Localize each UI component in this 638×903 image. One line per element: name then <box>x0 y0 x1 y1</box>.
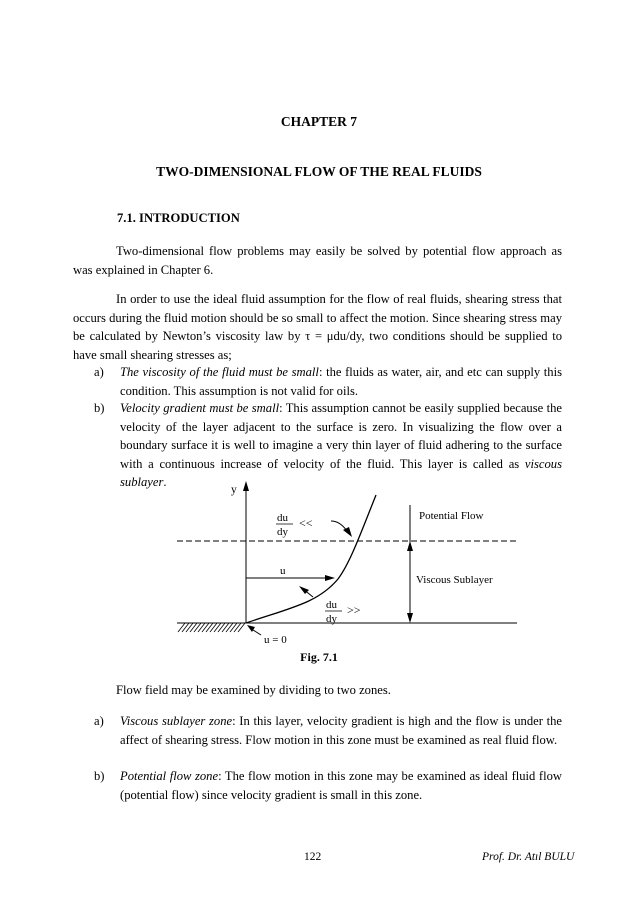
grad-top-pointer-head <box>343 527 352 537</box>
list-item <box>94 712 562 749</box>
grad-top-numerator: du <box>277 512 288 524</box>
grad-bottom-symbol: >> <box>347 603 361 617</box>
list-label: a) <box>94 365 104 379</box>
y-axis-arrow <box>243 481 249 491</box>
boundary-hatching <box>178 623 245 632</box>
list-lead: Potential flow zone <box>120 769 219 783</box>
list-item <box>94 767 562 804</box>
paragraph-intro-text: Two-dimensional flow problems may easily be solved by potential flow approach as was explained in Chapter 6. <box>73 244 562 277</box>
list-text: : the fluids as water, air, and etc can supply this condition. This assumption is not valid for oils. <box>120 365 562 398</box>
list-label: b) <box>94 769 105 783</box>
y-axis-label: y <box>231 484 237 496</box>
list-text: : This assumption cannot be easily supplied because the velocity of the layer adjacent to the surface is zero. In visualizing the flow over a boundary surface it is well to imagine a very thin layer of fluid adhering to the surface with a continuous increase of velocity of the fluid. This layer is called as <box>120 401 562 471</box>
sublayer-extent-arrow-bottom <box>407 613 413 623</box>
list-item <box>94 363 562 400</box>
grad-top-symbol: << <box>299 516 313 530</box>
velocity-profile-figure <box>0 475 638 650</box>
list-label: a) <box>94 714 104 728</box>
grad-bottom-numerator: du <box>326 599 337 611</box>
sublayer-extent-arrow-top <box>407 541 413 551</box>
list-text: : The flow motion in this zone may be examined as ideal fluid flow (potential flow) since velocity gradient is small in this zone. <box>120 769 562 802</box>
paragraph-shear <box>73 290 562 364</box>
velocity-arrowhead <box>325 575 335 581</box>
paragraph-intro <box>73 242 562 279</box>
list-end: . <box>163 475 167 489</box>
list-lead: Velocity gradient must be small <box>120 401 280 415</box>
list-lead: Viscous sublayer zone <box>120 714 233 728</box>
paragraph-shear-text: In order to use the ideal fluid assumption for the flow of real fluids, shearing stress that occurs during the fluid motion should be so small to affect the motion. Since shearing stress may be calculated by Newton’s viscosity law by τ = μdu/dy, two conditions should be supplied to have small shearing stresses as; <box>73 292 562 362</box>
velocity-label: u <box>280 565 286 577</box>
viscous-sublayer-label: Viscous Sublayer <box>416 574 493 586</box>
list-lead: The viscosity of the fluid must be small <box>120 365 319 379</box>
footer-author: Prof. Dr. Atıl BULU <box>482 851 575 863</box>
figure-caption: Fig. 7.1 <box>300 650 338 664</box>
potential-flow-label: Potential Flow <box>419 510 484 522</box>
chapter-number: CHAPTER 7 <box>280 114 358 129</box>
grad-bottom-denominator: dy <box>326 613 337 625</box>
section-heading: 7.1. INTRODUCTION <box>117 211 240 225</box>
no-slip-label: u = 0 <box>264 634 287 646</box>
list-label: b) <box>94 401 105 415</box>
list-tail: viscous sublayer <box>120 456 562 489</box>
list-text: : In this layer, velocity gradient is high and the flow is under the affect of shearing stress. Flow motion in this zone must be examined as real fluid flow. <box>120 714 562 747</box>
paragraph-zones: Flow field may be examined by dividing to two zones. <box>116 683 391 697</box>
page-number: 122 <box>304 851 322 863</box>
grad-top-denominator: dy <box>277 526 288 538</box>
chapter-title: TWO-DIMENSIONAL FLOW OF THE REAL FLUIDS <box>156 164 482 179</box>
